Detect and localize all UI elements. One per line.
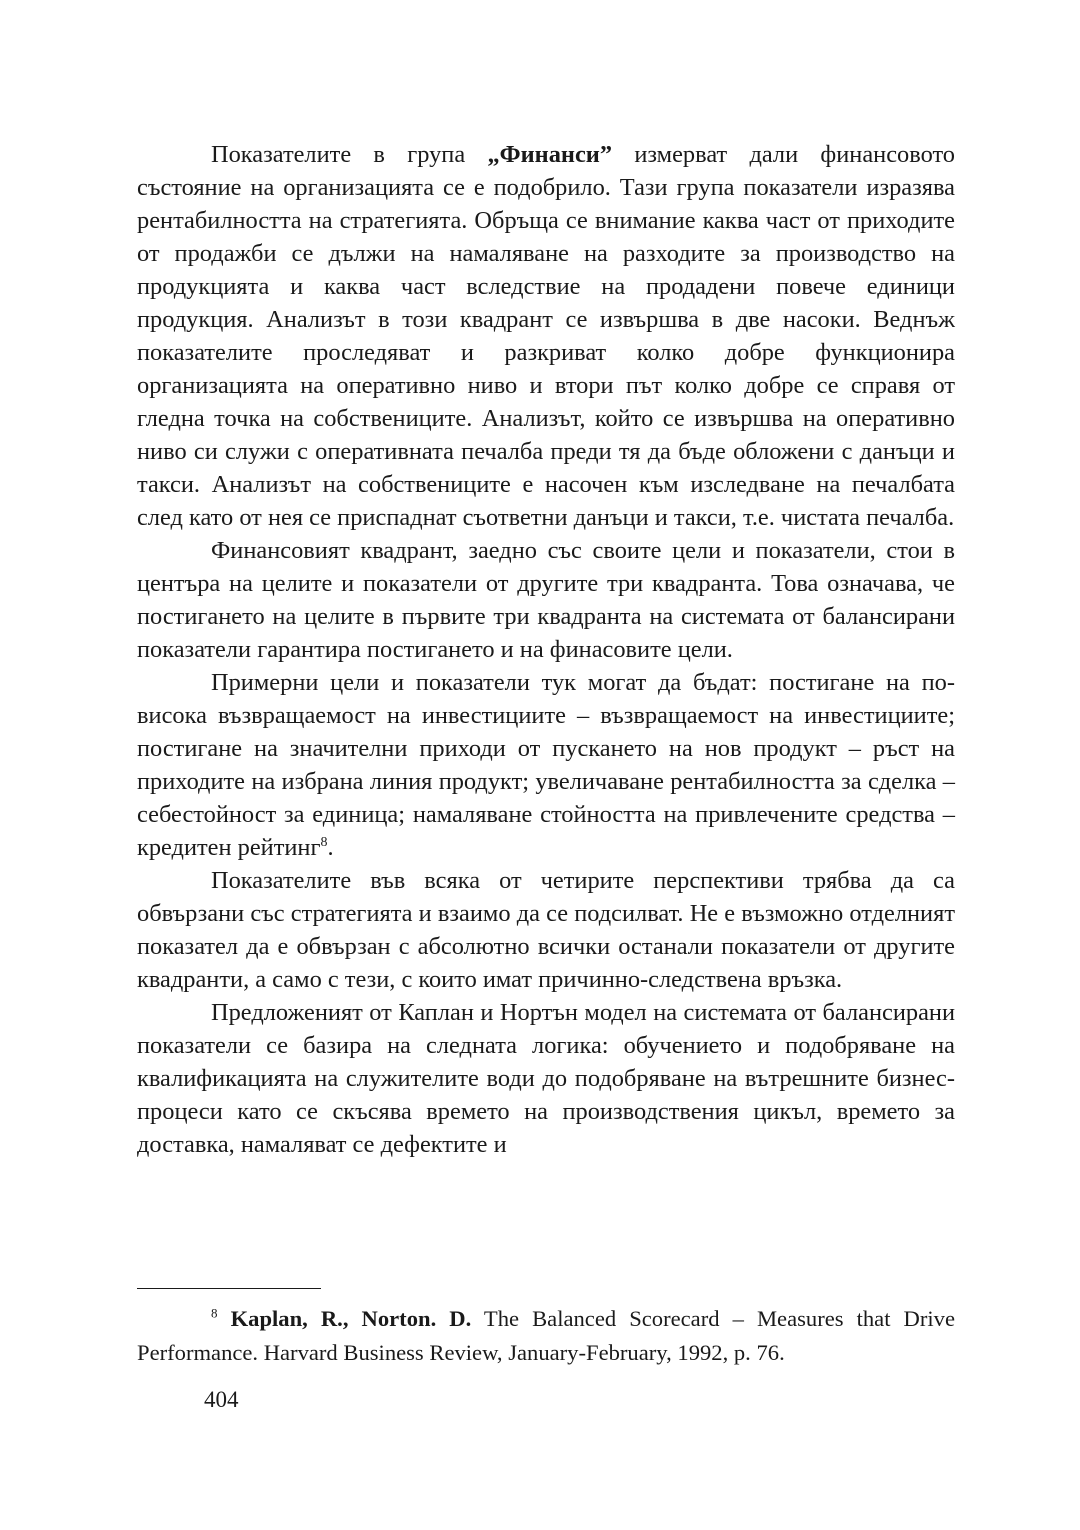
paragraph-finance-group <box>137 138 955 534</box>
page-body <box>137 138 955 1161</box>
paragraph-lead: Показателите в група <box>211 141 488 168</box>
page-number: 404 <box>204 1387 239 1412</box>
paragraph-rest: измерват дали финансовото състояние на организацията се е подобрило. Тази група показатели изразява рентабилността на стратегията. Обръща се внимание каква част от приходите от продажби се дължи на намаляване на разходите за производство на продукцията и каква част вследствие на продадени повече единици продукция. Анализът в този квадрант се извършва в две насоки. Веднъж показателите проследяват и разкриват колко добре функционира организацията на оперативно ниво и втори път колко добре се справя от гледна точка на собствениците. Анализът, който се извършва на оперативно ниво си служи с оперативната печалба преди тя да бъде обложени с данъци и такси. Анализът на собствениците е насочен към изследване на печалбата след като от нея се приспаднат съответни данъци и такси, т.е. чистата печалба. <box>137 141 955 531</box>
footnote-number: 8 <box>211 1305 218 1321</box>
footnote-reference[interactable]: 8 <box>320 834 328 850</box>
paragraph-example-goals <box>137 666 955 864</box>
footnote-text: The Balanced Scorecard – Measures that Drive Performance. Harvard Business Review, January-February, 1992, p. 76. <box>137 1306 955 1365</box>
paragraph-kaplan-norton: Предложеният от Каплан и Нортън модел на системата от балансирани показатели се базира на следната логика: обучението и подобряване на квалификацията на служителите води до подобряване на вътрешните бизнес-процеси като се скъсява времето на производствения цикъл, времето за доставка, намаляват се дефектите и <box>137 999 955 1158</box>
paragraph-financial-quadrant: Финансовият квадрант, заедно със своите цели и показатели, стои в центъра на целите и показатели от другите три квадранта. Това означава, че постигането на целите в първите три квадранта на системата от балансирани показатели гарантира постигането и на финасовите цели. <box>137 537 955 663</box>
footnote-authors: Kaplan, R., Norton. D. <box>230 1306 472 1331</box>
finance-term: „Финанси” <box>487 141 613 168</box>
footnote <box>137 1302 955 1370</box>
paragraph-text: Примерни цели и показатели тук могат да бъдат: постигане на по-висока възвращаемост на инвестициите – възвращаемост на инвестициите; постигане на значителни приходи от пускането на нов продукт – ръст на приходите на избрана линия продукт; увеличаване рентабилността за сделка – себестойност за единица; намаляване стойността на привлечените средства – кредитен рейтинг <box>137 669 955 861</box>
paragraph-perspectives: Показателите във всяка от четирите перспективи трябва да са обвързани със стратегията и взаимо да се подсилват. Не е възможно отделният показател да е обвързан с абсолютно всички останали показатели от другите квадранти, а само с тези, с които имат причинно-следствена връзка. <box>137 867 955 993</box>
paragraph-end: . <box>327 834 334 861</box>
footnote-divider <box>137 1288 321 1289</box>
